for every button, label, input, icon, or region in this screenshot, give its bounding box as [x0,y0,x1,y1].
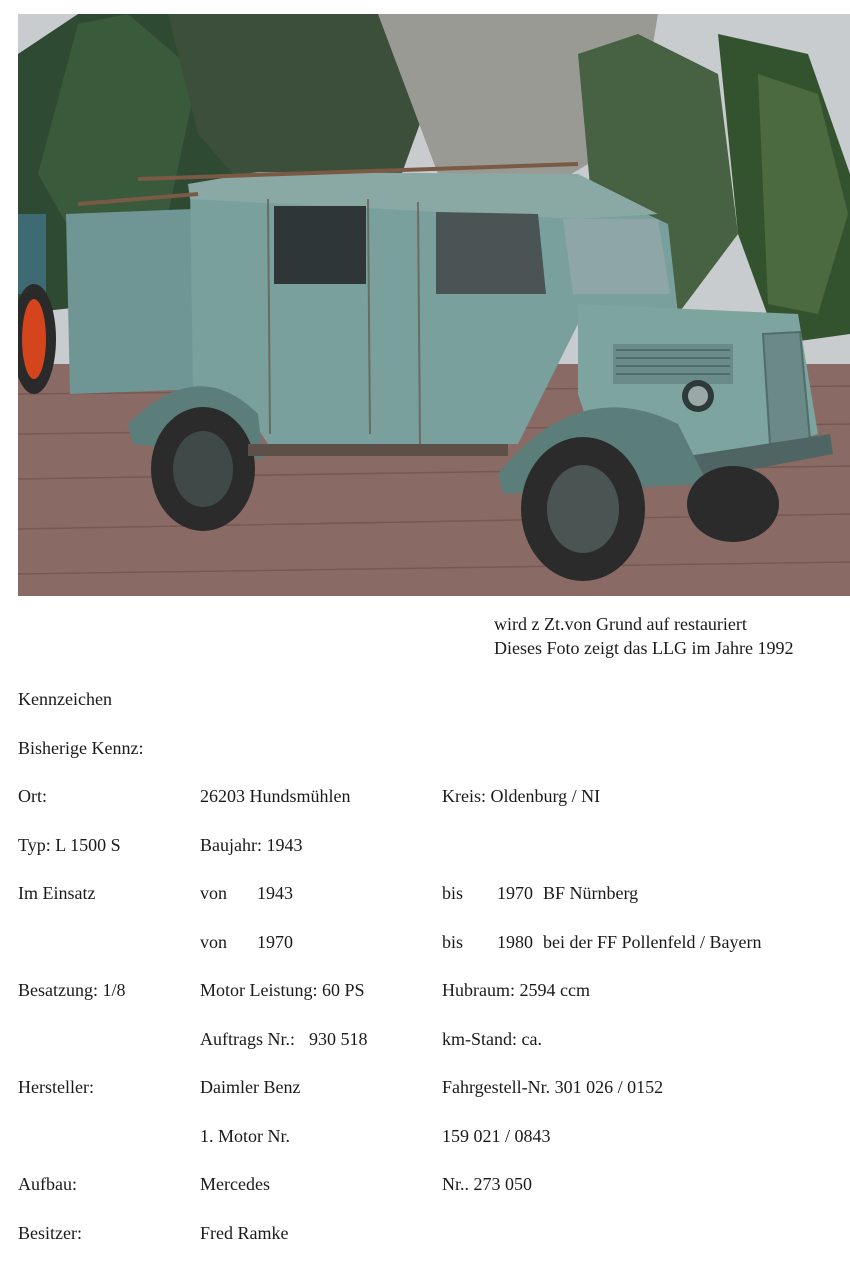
vehicle-photo [18,14,850,596]
einsatz-von-word: von [200,932,227,952]
row-einsatz-2 [0,929,850,955]
ort-label: Ort: [18,786,47,806]
aufbau-value: Mercedes [200,1174,270,1194]
einsatz-to-year: 1970 [497,883,534,903]
auftrags-value: 930 518 [308,1029,368,1049]
hersteller-label: Hersteller: [18,1077,94,1097]
einsatz-label: Im Einsatz [18,883,96,903]
fire-truck-illustration [18,14,850,596]
einsatz-from [200,880,293,906]
auftrags-label: Auftrags Nr.: [200,1029,295,1049]
motor-nr-value: 159 021 / 0843 [442,1126,551,1146]
row-kennzeichen [0,686,850,712]
aufbau-nr-value: Nr.. 273 050 [442,1174,532,1194]
einsatz-from-year: 1943 [257,883,293,903]
row-motor-nr [0,1123,850,1149]
row-hersteller [0,1074,850,1100]
row-besatzung [0,977,850,1003]
baujahr-value: Baujahr: 1943 [200,835,303,855]
besitzer-label: Besitzer: [18,1223,82,1243]
bisherige-label: Bisherige Kennz: [18,738,144,758]
km-stand-value: km-Stand: ca. [442,1029,542,1049]
einsatz-to-year: 1980 [497,932,534,952]
auftrags-nr [200,1026,367,1052]
row-bisherige [0,735,850,761]
einsatz-to [442,880,638,906]
row-ort [0,783,850,809]
fahrgestell-value: Fahrgestell-Nr. 301 026 / 0152 [442,1077,664,1097]
typ-value: Typ: L 1500 S [18,835,121,855]
kreis-value: Kreis: Oldenburg / NI [442,786,601,806]
besatzung-value: Besatzung: 1/8 [18,980,126,1000]
einsatz-unit: BF Nürnberg [543,883,639,903]
motor-leistung-value: Motor Leistung: 60 PS [200,980,365,1000]
einsatz-from-year: 1970 [257,932,293,952]
row-auftrags [0,1026,850,1052]
einsatz-from [200,929,293,955]
besitzer-value: Fred Ramke [200,1223,289,1243]
einsatz-unit: bei der FF Pollenfeld / Bayern [543,932,762,952]
row-besitzer [0,1220,850,1246]
einsatz-to [442,929,761,955]
aufbau-label: Aufbau: [18,1174,77,1194]
einsatz-von-word: von [200,883,227,903]
kennzeichen-label: Kennzeichen [18,689,112,709]
ort-value: 26203 Hundsmühlen [200,786,351,806]
row-aufbau [0,1171,850,1197]
caption-line-1: wird z Zt.von Grund auf restauriert [494,614,747,634]
einsatz-bis-word: bis [442,883,464,903]
hersteller-value: Daimler Benz [200,1077,301,1097]
einsatz-bis-word: bis [442,932,464,952]
row-typ [0,832,850,858]
hubraum-value: Hubraum: 2594 ccm [442,980,590,1000]
photo-caption [494,612,793,660]
caption-line-2: Dieses Foto zeigt das LLG im Jahre 1992 [494,638,794,658]
motor-nr-label: 1. Motor Nr. [200,1126,290,1146]
row-einsatz-1 [0,880,850,906]
